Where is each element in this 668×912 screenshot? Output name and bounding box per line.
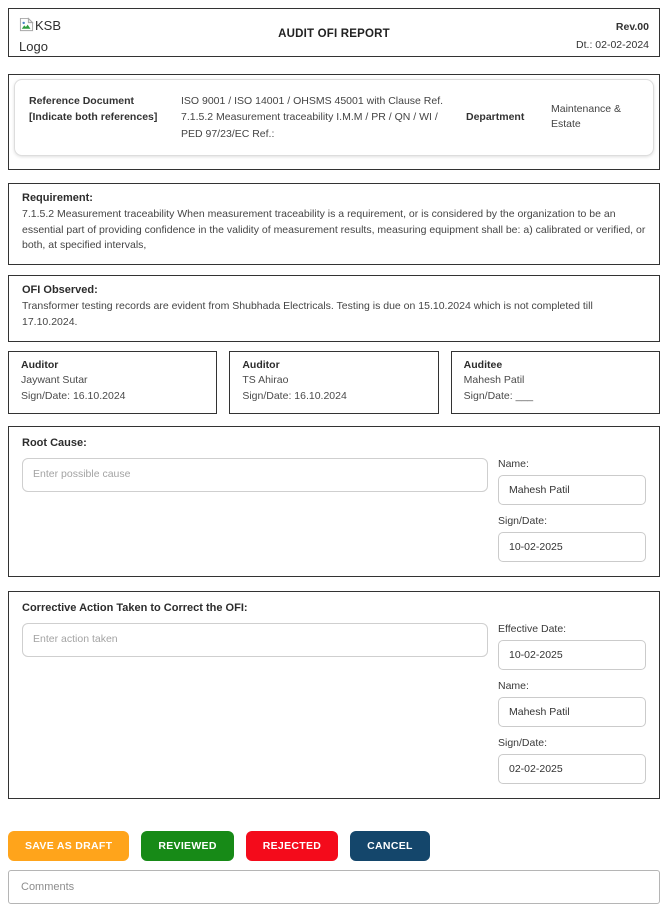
reference-document-label: Reference Document [Indicate both references] [29, 95, 158, 124]
ofi-observed-text: Transformer testing records are evident from Shubhada Electricals. Testing is due on 15.10.2024 which is not completed till 17.10.2024. [22, 300, 593, 328]
root-cause-name-label: Name: [498, 457, 529, 470]
reference-section [8, 74, 660, 170]
corrective-sign-label: Sign/Date: [498, 736, 548, 749]
root-cause-section [8, 426, 660, 577]
root-cause-name-input[interactable] [498, 475, 646, 505]
requirement-heading: Requirement: [22, 191, 93, 204]
auditor-sign-date: Sign/Date: 16.10.2024 [21, 390, 126, 403]
root-cause-sign-label: Sign/Date: [498, 514, 548, 527]
report-header [8, 8, 660, 57]
revision-number: Rev.00 [615, 21, 649, 33]
action-buttons-row [8, 831, 660, 861]
cancel-button[interactable]: CANCEL [350, 831, 430, 861]
reference-card [14, 79, 654, 156]
save-as-draft-button[interactable]: SAVE AS DRAFT [8, 831, 129, 861]
revision-date: Dt.: 02-02-2024 [576, 39, 649, 52]
root-cause-sign-date-input[interactable] [498, 532, 646, 562]
auditor-name: TS Ahirao [242, 374, 289, 387]
corrective-action-heading: Corrective Action Taken to Correct the OFI: [22, 601, 248, 614]
ofi-observed-heading: OFI Observed: [22, 284, 98, 297]
corrective-name-label: Name: [498, 679, 529, 692]
auditee-role-label: Auditee [463, 358, 503, 371]
reviewed-button[interactable]: REVIEWED [141, 831, 233, 861]
department-label: Department [466, 111, 525, 124]
auditor-role-label: Auditor [21, 358, 59, 371]
revision-block [576, 18, 649, 55]
auditor-sign-date: Sign/Date: 16.10.2024 [242, 390, 347, 403]
auditee-sign-date: Sign/Date: ___ [463, 390, 534, 403]
auditee-box [451, 351, 660, 414]
effective-date-label: Effective Date: [498, 622, 567, 635]
corrective-name-input[interactable] [498, 697, 646, 727]
auditor-name: Jaywant Sutar [21, 374, 88, 387]
comments-input[interactable] [8, 870, 660, 904]
reference-document-value: ISO 9001 / ISO 14001 / OHSMS 45001 with Clause Ref. 7.1.5.2 Measurement traceability I.M.M / PR / QN / WI / PED 97/23/EC Ref.: [181, 95, 444, 140]
effective-date-input[interactable] [498, 640, 646, 670]
logo-alt-text: KSB Logo [19, 18, 62, 54]
ofi-observed-section [8, 275, 660, 342]
requirement-section [8, 183, 660, 265]
requirement-text: 7.1.5.2 Measurement traceability When measurement traceability is a requirement, or is considered by the organization to be an essential part of providing confidence in the validity of measurement results, measuring equipment shall be: a) calibrated or verified, or both, at specified intervals, [22, 207, 646, 252]
corrective-sign-date-input[interactable] [498, 754, 646, 784]
root-cause-textarea[interactable] [22, 458, 488, 492]
auditee-name: Mahesh Patil [463, 374, 525, 387]
page-title: AUDIT OFI REPORT [278, 28, 390, 40]
corrective-action-textarea[interactable] [22, 623, 488, 657]
department-value: Maintenance & Estate [551, 102, 622, 131]
auditor-box-1 [8, 351, 217, 414]
auditor-role-label: Auditor [242, 358, 280, 371]
corrective-action-section [8, 591, 660, 799]
rejected-button[interactable]: REJECTED [246, 831, 338, 861]
auditor-box-2 [229, 351, 438, 414]
signatories-row [8, 351, 660, 414]
comments-section [8, 870, 660, 904]
root-cause-heading: Root Cause: [22, 436, 87, 449]
